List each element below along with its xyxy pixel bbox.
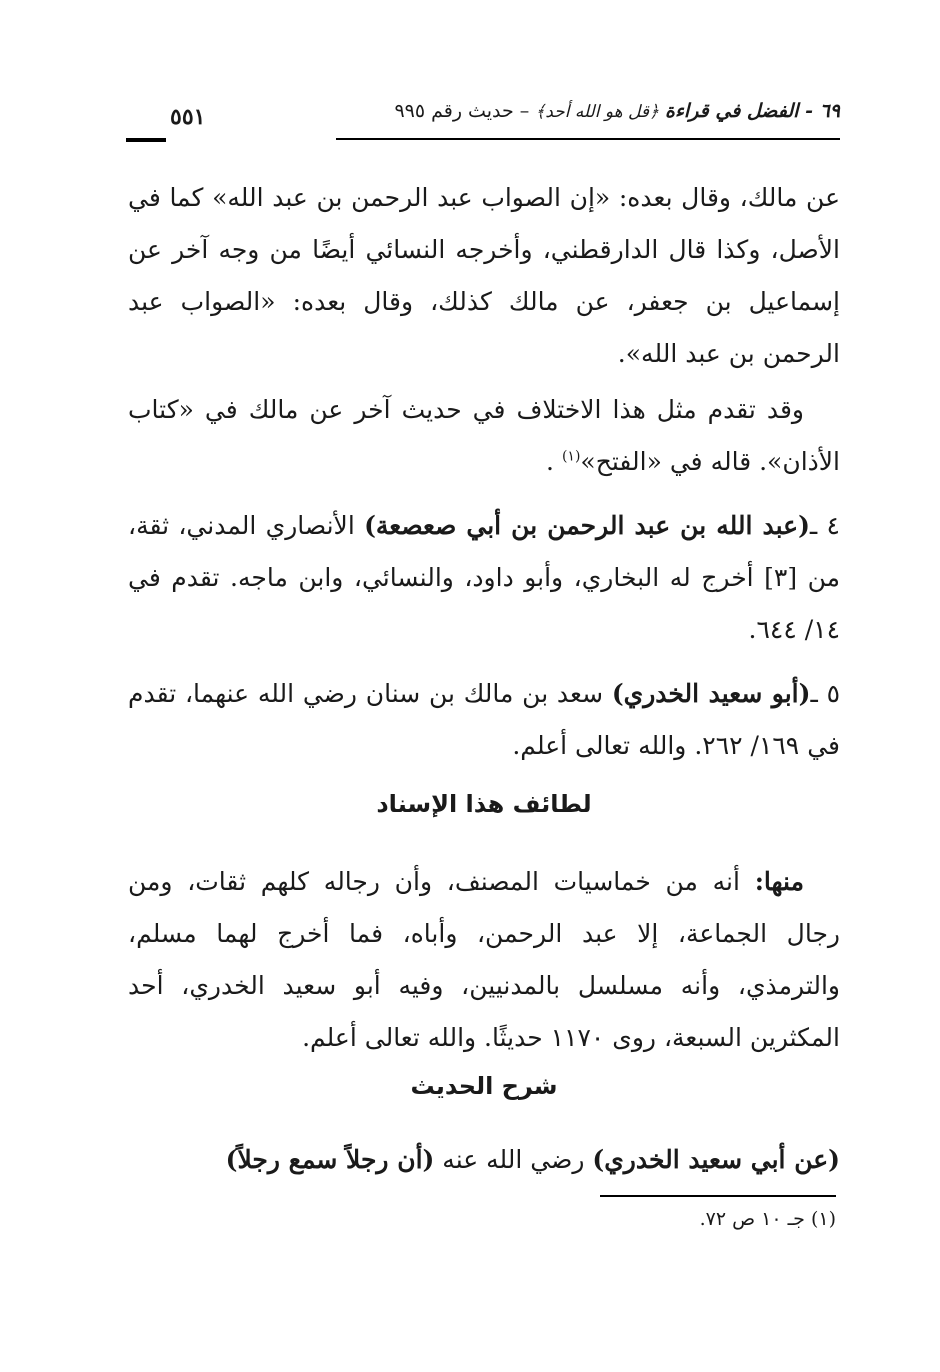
page-number-underline <box>126 138 166 142</box>
narrator-5-name: (أبو سعيد الخدري) <box>611 679 811 708</box>
narrator-4 <box>128 500 840 656</box>
paragraph-2-text: وقد تقدم مثل هذا الاختلاف في حديث آخر عن مالك في «كتاب الأذان». قاله في «الفتح» <box>128 395 840 476</box>
running-header <box>126 96 840 140</box>
paragraph-2-end: . <box>546 447 554 476</box>
narrator-5 <box>128 668 840 772</box>
header-title <box>394 100 840 122</box>
narrator-4-text: الأنصاري المدني، ثقة، من [٣] أخرج له البخاري، وأبو داود، والنسائي، وابن ماجه. تقدم في ١٤/ ٦٤٤. <box>128 511 841 644</box>
chapter-title: ٦٩ - الفضل في قراءة <box>665 100 840 122</box>
narrator-5-text: سعد بن مالك بن سنان رضي الله عنهما، تقدم في ١٦٩/ ٢٦٢. والله تعالى أعلم. <box>128 679 840 760</box>
isnad-lead-word: منها: <box>754 867 804 896</box>
hadith-number: – حديث رقم ٩٩٥ <box>394 100 530 122</box>
isnad-notes-text: أنه من خماسيات المصنف، وأن رجاله كلهم ثقات، ومن رجال الجماعة، إلا عبد الرحمن، وأباه، فما أخرج لهما مسلم، والترمذي، وأنه مسلسل بالمدنيين، وفيه أبو سعيد الخدري، أحد المكثرين السبعة، روى ١١٧٠ حديثًا. والله تعالى أعلم. <box>128 867 840 1052</box>
narrator-5-number: ٥ ـ <box>810 679 840 708</box>
sharh-quote-1: (عن أبي سعيد الخدري) <box>592 1145 840 1174</box>
section-heading-isnad: لطائف هذا الإسناد <box>376 790 592 818</box>
footnote-divider <box>600 1195 836 1197</box>
footnote-marker: (١) <box>561 448 581 465</box>
footnote: (١) جـ ١٠ ص ٧٢. <box>699 1208 836 1230</box>
narrator-4-number: ٤ ـ <box>809 511 840 540</box>
paragraph-sharh <box>128 1134 840 1186</box>
paragraph-isnad-notes <box>128 856 840 1064</box>
paragraph-2 <box>128 384 840 488</box>
section-heading-sharh: شرح الحديث <box>410 1072 558 1100</box>
narrator-4-name: (عبد الله بن عبد الرحمن بن أبي صعصعة) <box>364 511 810 540</box>
paragraph-1: عن مالك، وقال بعده: «إن الصواب عبد الرحمن بن عبد الله» كما في الأصل، وكذا قال الدارقطني، وأخرجه النسائي أيضًا من وجه آخر عن إسماعيل بن جعفر، عن مالك كذلك، وقال بعده: «الصواب عبد الرحمن بن عبد الله». <box>128 183 840 368</box>
header-divider <box>336 138 840 140</box>
sharh-quote-2: (أن رجلاً سمع رجلاً) <box>225 1145 435 1174</box>
sharh-text: رضي الله عنه <box>442 1145 585 1174</box>
ayah-reference: ﴿قل هو الله أحد﴾ <box>535 102 659 122</box>
page-number: ٥٥١ <box>170 104 206 130</box>
